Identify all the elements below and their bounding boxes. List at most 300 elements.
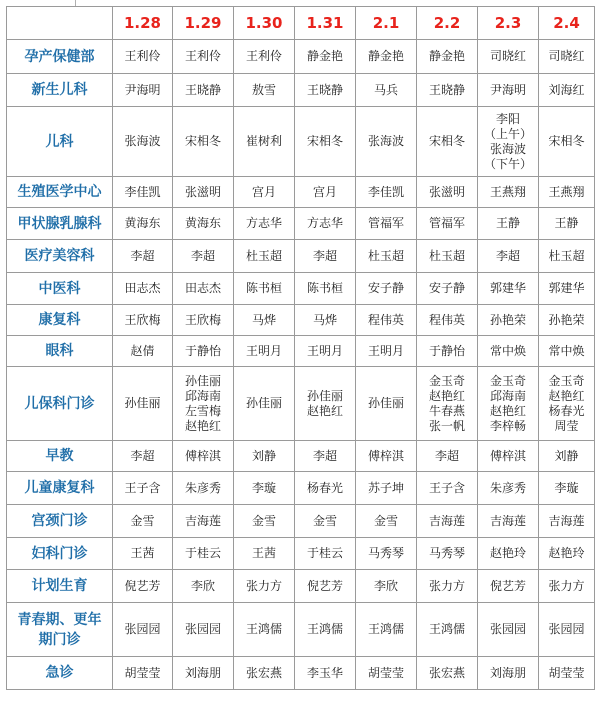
doctor-cell xyxy=(295,240,356,273)
doctor-cell xyxy=(113,441,173,472)
department-name xyxy=(7,74,113,107)
doctor-name: 张滋明 xyxy=(184,184,221,199)
doctor-name: 倪艺芳 xyxy=(489,578,526,593)
doctor-cell xyxy=(356,40,417,74)
doctor-cell xyxy=(417,505,478,538)
doctor-cell xyxy=(539,570,595,603)
doctor-cell xyxy=(356,603,417,657)
doctor-name: 于静怡 xyxy=(428,343,465,358)
doctor-name: 程伟英 xyxy=(367,312,404,327)
doctor-name: 宫月 xyxy=(312,184,337,199)
doctor-name: 张力方 xyxy=(245,578,282,593)
doctor-cell xyxy=(478,603,539,657)
doctor-cell xyxy=(295,367,356,441)
doctor-name: 王鸿儒 xyxy=(245,622,282,636)
doctor-name: 吉海莲 xyxy=(184,513,221,528)
doctor-cell xyxy=(295,441,356,472)
doctor-cell xyxy=(234,538,295,570)
doctor-cell xyxy=(295,177,356,208)
doctor-name: 尹海明 xyxy=(124,82,161,97)
doctor-name: 王明月 xyxy=(367,343,404,358)
doctor-cell xyxy=(539,40,595,74)
doctor-cell xyxy=(417,472,478,505)
doctor-cell xyxy=(478,472,539,505)
doctor-name: 王欣梅 xyxy=(124,312,161,327)
doctor-cell xyxy=(417,367,478,441)
schedule-table-wrapper xyxy=(6,6,595,690)
corner-cell xyxy=(7,7,113,40)
doctor-cell xyxy=(539,538,595,570)
doctor-name: 王茜 xyxy=(251,546,276,560)
doctor-name: 金玉奇 邱海南 赵艳红 李梓畅 xyxy=(489,373,526,433)
doctor-name: 李欣 xyxy=(190,578,215,593)
doctor-name: 刘海朋 xyxy=(489,665,526,680)
doctor-name: 王鸿儒 xyxy=(367,622,404,636)
department-label: 康复科 xyxy=(38,312,81,328)
doctor-cell xyxy=(234,240,295,273)
doctor-cell xyxy=(113,657,173,690)
doctor-name: 宋相冬 xyxy=(548,134,585,148)
doctor-name: 张宏燕 xyxy=(245,665,282,680)
doctor-name: 宋相冬 xyxy=(306,134,343,148)
doctor-cell xyxy=(417,273,478,305)
doctor-cell xyxy=(539,472,595,505)
doctor-cell xyxy=(295,208,356,240)
doctor-cell xyxy=(356,305,417,336)
doctor-cell xyxy=(295,107,356,177)
doctor-cell xyxy=(234,505,295,538)
doctor-name: 朱彦秀 xyxy=(184,480,221,495)
doctor-name: 王燕翔 xyxy=(489,184,526,199)
doctor-name: 司晓红 xyxy=(489,49,526,63)
doctor-name: 王晓静 xyxy=(184,82,221,97)
doctor-cell xyxy=(417,40,478,74)
doctor-name: 刘海红 xyxy=(548,82,585,97)
doctor-name: 吉海莲 xyxy=(428,513,465,528)
doctor-name: 常中焕 xyxy=(489,343,526,358)
doctor-name: 杨春光 xyxy=(306,480,343,495)
doctor-cell xyxy=(478,74,539,107)
doctor-name: 金玉奇 赵艳红 杨春光 周莹 xyxy=(548,373,585,433)
doctor-name: 王静 xyxy=(495,216,520,230)
table-row xyxy=(7,240,595,273)
doctor-name: 孙佳丽 邱海南 左雪梅 赵艳红 xyxy=(184,373,221,433)
doctor-cell xyxy=(234,367,295,441)
doctor-cell xyxy=(478,336,539,367)
doctor-name: 王明月 xyxy=(306,343,343,358)
department-name xyxy=(7,441,113,472)
doctor-cell xyxy=(356,570,417,603)
doctor-cell xyxy=(234,273,295,305)
doctor-cell xyxy=(478,505,539,538)
doctor-cell xyxy=(173,305,234,336)
department-label: 眼科 xyxy=(45,343,74,359)
doctor-name: 孙艳荣 xyxy=(548,312,585,327)
doctor-name: 倪艺芳 xyxy=(306,578,343,593)
department-label: 早教 xyxy=(45,448,74,464)
doctor-name: 朱彦秀 xyxy=(489,480,526,495)
department-label: 新生儿科 xyxy=(31,82,88,98)
date-header: 1.28 xyxy=(113,7,173,40)
doctor-cell xyxy=(539,273,595,305)
doctor-cell xyxy=(113,305,173,336)
doctor-name: 刘海朋 xyxy=(184,665,221,680)
doctor-cell xyxy=(417,570,478,603)
doctor-cell xyxy=(539,305,595,336)
doctor-cell xyxy=(478,441,539,472)
doctor-name: 田志杰 xyxy=(184,281,221,295)
doctor-cell xyxy=(539,74,595,107)
doctor-name: 张滋明 xyxy=(428,184,465,199)
doctor-name: 杜玉超 xyxy=(367,248,404,263)
doctor-name: 赵艳玲 xyxy=(548,546,585,560)
table-row xyxy=(7,570,595,603)
doctor-name: 宫月 xyxy=(251,184,276,199)
doctor-cell xyxy=(173,570,234,603)
table-row xyxy=(7,74,595,107)
doctor-cell xyxy=(356,177,417,208)
doctor-cell xyxy=(173,505,234,538)
table-row xyxy=(7,336,595,367)
doctor-name: 张园园 xyxy=(489,622,526,636)
doctor-name: 胡莹莹 xyxy=(124,665,161,680)
department-label: 计划生育 xyxy=(31,578,88,594)
doctor-name: 赵倩 xyxy=(130,343,155,358)
duty-schedule-table xyxy=(6,6,595,690)
doctor-cell xyxy=(295,603,356,657)
doctor-name: 王欣梅 xyxy=(184,312,221,327)
doctor-cell xyxy=(417,657,478,690)
department-name xyxy=(7,177,113,208)
doctor-name: 于静怡 xyxy=(184,343,221,358)
doctor-cell xyxy=(356,505,417,538)
doctor-name: 王茜 xyxy=(130,546,155,560)
doctor-name: 马秀琴 xyxy=(367,546,404,560)
doctor-cell xyxy=(539,367,595,441)
doctor-cell xyxy=(478,40,539,74)
doctor-cell xyxy=(234,208,295,240)
doctor-cell xyxy=(356,240,417,273)
doctor-name: 黄海东 xyxy=(124,216,161,230)
doctor-cell xyxy=(539,208,595,240)
doctor-name: 苏子坤 xyxy=(367,480,404,495)
doctor-cell xyxy=(478,657,539,690)
doctor-cell xyxy=(478,240,539,273)
doctor-name: 陈书桓 xyxy=(306,281,343,295)
doctor-name: 李佳凯 xyxy=(367,184,404,199)
doctor-cell xyxy=(173,240,234,273)
department-label: 医疗美容科 xyxy=(24,248,95,264)
doctor-cell xyxy=(113,74,173,107)
doctor-cell xyxy=(173,472,234,505)
department-label: 儿童康复科 xyxy=(24,480,95,496)
doctor-cell xyxy=(113,336,173,367)
header-row xyxy=(7,7,595,40)
doctor-name: 张园园 xyxy=(184,622,221,636)
doctor-name: 崔树利 xyxy=(245,134,282,148)
doctor-cell xyxy=(478,367,539,441)
date-header: 1.31 xyxy=(295,7,356,40)
doctor-cell xyxy=(295,336,356,367)
doctor-cell xyxy=(356,336,417,367)
department-name xyxy=(7,657,113,690)
doctor-name: 吉海莲 xyxy=(548,513,585,528)
doctor-name: 张海波 xyxy=(367,134,404,148)
doctor-name: 张园园 xyxy=(124,622,161,636)
doctor-name: 王利伶 xyxy=(245,49,282,63)
table-row xyxy=(7,273,595,305)
doctor-name: 黄海东 xyxy=(184,216,221,230)
doctor-name: 李超 xyxy=(495,248,520,263)
doctor-cell xyxy=(173,177,234,208)
department-name xyxy=(7,273,113,305)
doctor-cell xyxy=(356,441,417,472)
table-row xyxy=(7,208,595,240)
doctor-cell xyxy=(356,367,417,441)
doctor-name: 张力方 xyxy=(428,578,465,593)
doctor-cell xyxy=(539,603,595,657)
doctor-cell xyxy=(113,240,173,273)
date-header: 1.30 xyxy=(234,7,295,40)
date-header: 2.1 xyxy=(356,7,417,40)
doctor-name: 安子静 xyxy=(367,281,404,295)
date-header: 1.29 xyxy=(173,7,234,40)
doctor-name: 金雪 xyxy=(312,513,337,528)
doctor-cell xyxy=(539,240,595,273)
doctor-cell xyxy=(234,603,295,657)
doctor-name: 吉海莲 xyxy=(489,513,526,528)
department-label: 儿科 xyxy=(45,133,74,150)
doctor-name: 杜玉超 xyxy=(245,248,282,263)
doctor-name: 王鸿儒 xyxy=(306,622,343,636)
doctor-name: 傅梓淇 xyxy=(184,448,221,463)
doctor-cell xyxy=(234,305,295,336)
doctor-cell xyxy=(173,74,234,107)
doctor-cell xyxy=(417,603,478,657)
department-name xyxy=(7,208,113,240)
doctor-cell xyxy=(478,177,539,208)
doctor-cell xyxy=(234,472,295,505)
table-row xyxy=(7,40,595,74)
doctor-cell xyxy=(234,177,295,208)
doctor-name: 王子含 xyxy=(428,480,465,495)
doctor-cell xyxy=(173,657,234,690)
doctor-name: 李超 xyxy=(130,248,155,263)
department-name xyxy=(7,240,113,273)
doctor-name: 李超 xyxy=(190,248,215,263)
doctor-name: 马烨 xyxy=(312,312,337,327)
table-row xyxy=(7,603,595,657)
doctor-cell xyxy=(113,472,173,505)
doctor-name: 杜玉超 xyxy=(548,248,585,263)
doctor-cell xyxy=(113,208,173,240)
department-name xyxy=(7,40,113,74)
doctor-name: 王利伶 xyxy=(184,49,221,63)
doctor-name: 李璇 xyxy=(554,480,579,495)
doctor-cell xyxy=(417,240,478,273)
doctor-name: 李阳 （上午） 张海波 （下午） xyxy=(483,111,532,171)
doctor-cell xyxy=(478,305,539,336)
doctor-cell xyxy=(295,472,356,505)
doctor-cell xyxy=(417,208,478,240)
table-row xyxy=(7,472,595,505)
doctor-cell xyxy=(234,74,295,107)
doctor-name: 孙佳丽 xyxy=(245,396,282,410)
doctor-name: 张宏燕 xyxy=(428,665,465,680)
doctor-cell xyxy=(173,441,234,472)
doctor-cell xyxy=(478,538,539,570)
doctor-cell xyxy=(417,538,478,570)
date-header: 2.2 xyxy=(417,7,478,40)
doctor-cell xyxy=(539,505,595,538)
doctor-cell xyxy=(539,441,595,472)
doctor-cell xyxy=(173,208,234,240)
doctor-cell xyxy=(478,570,539,603)
department-label: 甲状腺乳腺科 xyxy=(17,215,102,232)
doctor-name: 马秀琴 xyxy=(428,546,465,560)
doctor-cell xyxy=(113,570,173,603)
doctor-cell xyxy=(356,107,417,177)
doctor-name: 刘静 xyxy=(554,448,579,463)
doctor-cell xyxy=(356,472,417,505)
doctor-cell xyxy=(113,505,173,538)
doctor-cell xyxy=(173,538,234,570)
doctor-name: 李璇 xyxy=(251,480,276,495)
doctor-cell xyxy=(295,273,356,305)
doctor-cell xyxy=(173,107,234,177)
doctor-cell xyxy=(295,74,356,107)
doctor-name: 于桂云 xyxy=(306,546,343,560)
department-label: 青春期、更年 期门诊 xyxy=(17,611,102,648)
doctor-name: 敖雪 xyxy=(251,82,276,97)
doctor-cell xyxy=(356,657,417,690)
doctor-name: 王明月 xyxy=(245,343,282,358)
department-label: 儿保科门诊 xyxy=(24,395,95,412)
doctor-name: 金雪 xyxy=(373,513,398,528)
doctor-name: 管福军 xyxy=(428,216,465,230)
department-name xyxy=(7,505,113,538)
doctor-cell xyxy=(173,336,234,367)
doctor-cell xyxy=(295,505,356,538)
doctor-name: 静金艳 xyxy=(428,49,465,63)
doctor-cell xyxy=(417,336,478,367)
doctor-cell xyxy=(234,107,295,177)
doctor-name: 刘静 xyxy=(251,448,276,463)
doctor-cell xyxy=(113,40,173,74)
doctor-name: 孙佳丽 赵艳红 xyxy=(306,388,343,418)
date-header: 2.4 xyxy=(539,7,595,40)
doctor-cell xyxy=(417,305,478,336)
doctor-cell xyxy=(234,441,295,472)
doctor-name: 金雪 xyxy=(130,513,155,528)
doctor-cell xyxy=(417,107,478,177)
doctor-cell xyxy=(295,570,356,603)
doctor-name: 胡莹莹 xyxy=(367,665,404,680)
doctor-name: 王鸿儒 xyxy=(428,622,465,636)
table-row xyxy=(7,441,595,472)
doctor-cell xyxy=(356,538,417,570)
doctor-cell xyxy=(113,273,173,305)
doctor-name: 李超 xyxy=(312,448,337,463)
doctor-cell xyxy=(173,273,234,305)
doctor-name: 李超 xyxy=(434,448,459,463)
department-label: 急诊 xyxy=(45,665,74,681)
table-row xyxy=(7,177,595,208)
department-label: 宫颈门诊 xyxy=(31,513,88,529)
doctor-name: 金雪 xyxy=(251,513,276,528)
doctor-name: 李超 xyxy=(130,448,155,463)
doctor-name: 马烨 xyxy=(251,312,276,327)
doctor-name: 郭建华 xyxy=(489,281,526,295)
doctor-name: 胡莹莹 xyxy=(548,665,585,680)
doctor-cell xyxy=(234,570,295,603)
doctor-cell xyxy=(539,177,595,208)
table-row xyxy=(7,305,595,336)
doctor-name: 管福军 xyxy=(367,216,404,230)
doctor-name: 王晓静 xyxy=(306,82,343,97)
doctor-name: 方志华 xyxy=(245,216,282,230)
doctor-cell xyxy=(356,208,417,240)
doctor-name: 静金艳 xyxy=(306,49,343,63)
department-name xyxy=(7,367,113,441)
doctor-name: 孙艳荣 xyxy=(489,312,526,327)
doctor-name: 王子含 xyxy=(124,480,161,495)
doctor-name: 郭建华 xyxy=(548,281,585,295)
doctor-cell xyxy=(234,40,295,74)
doctor-name: 金玉奇 赵艳红 牛春燕 张一帆 xyxy=(428,373,465,433)
doctor-name: 王晓静 xyxy=(428,82,465,97)
doctor-name: 司晓红 xyxy=(548,49,585,63)
doctor-name: 安子静 xyxy=(428,281,465,295)
doctor-name: 孙佳丽 xyxy=(367,396,404,410)
doctor-name: 孙佳丽 xyxy=(124,396,161,410)
doctor-cell xyxy=(173,367,234,441)
department-name xyxy=(7,603,113,657)
doctor-name: 李超 xyxy=(312,248,337,263)
doctor-name: 李佳凯 xyxy=(124,184,161,199)
table-row xyxy=(7,538,595,570)
department-name xyxy=(7,538,113,570)
doctor-name: 王燕翔 xyxy=(548,184,585,199)
doctor-name: 宋相冬 xyxy=(184,134,221,148)
doctor-name: 王静 xyxy=(554,216,579,230)
doctor-name: 于桂云 xyxy=(184,546,221,560)
table-row xyxy=(7,505,595,538)
doctor-cell xyxy=(234,336,295,367)
doctor-cell xyxy=(113,538,173,570)
doctor-cell xyxy=(295,657,356,690)
department-label: 孕产保健部 xyxy=(24,48,95,65)
doctor-name: 赵艳玲 xyxy=(489,546,526,560)
doctor-cell xyxy=(234,657,295,690)
doctor-cell xyxy=(539,336,595,367)
department-name xyxy=(7,472,113,505)
table-row xyxy=(7,107,595,177)
doctor-cell xyxy=(356,74,417,107)
doctor-name: 李玉华 xyxy=(306,665,343,680)
doctor-name: 尹海明 xyxy=(489,82,526,97)
doctor-name: 陈书桓 xyxy=(245,281,282,295)
date-header: 2.3 xyxy=(478,7,539,40)
department-label: 中医科 xyxy=(38,280,81,297)
doctor-cell xyxy=(478,273,539,305)
department-name xyxy=(7,107,113,177)
department-label: 生殖医学中心 xyxy=(17,184,102,200)
doctor-name: 方志华 xyxy=(306,216,343,230)
doctor-cell xyxy=(173,40,234,74)
doctor-cell xyxy=(417,441,478,472)
doctor-name: 杜玉超 xyxy=(428,248,465,263)
